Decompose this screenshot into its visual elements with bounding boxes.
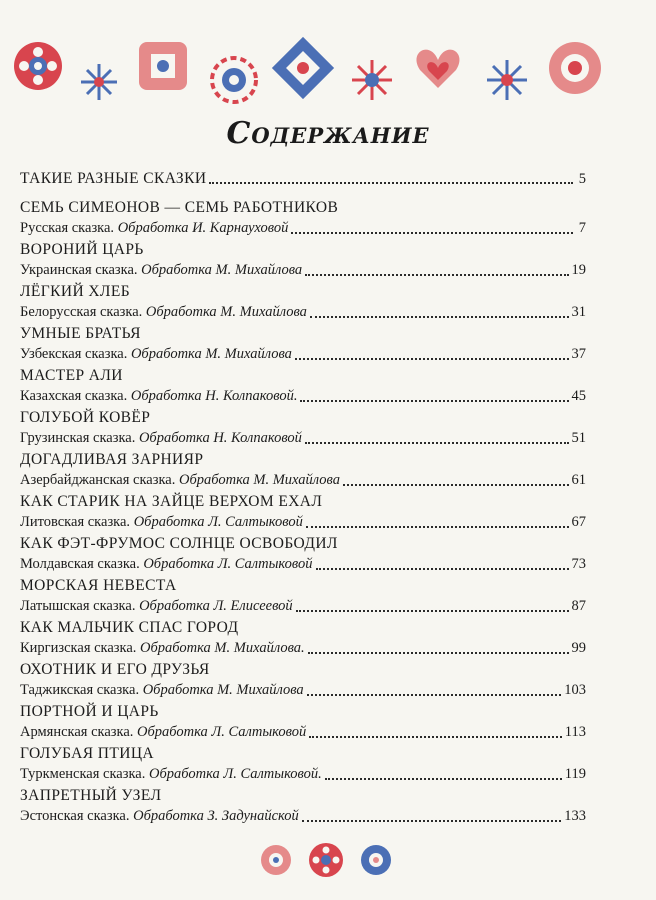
entry-origin: Эстонская сказка. [20,808,130,824]
dot-leader [305,273,568,276]
entry-adapter: Обработка М. Михайлова [130,346,292,362]
entry-title: ВОРОНИЙ ЦАРЬ [20,241,144,258]
entry-origin: Азербайджанская сказка. [20,472,176,488]
entry-origin: Русская сказка. [20,220,115,236]
toc-entry [20,365,586,407]
entry-page: 5 [578,171,586,187]
toc-entry [20,743,586,785]
entry-page: 103 [564,682,586,698]
entry-origin: Украинская сказка. [20,262,138,278]
dot-leader [343,483,569,486]
entry-adapter: Обработка З. Задунайской [133,808,299,824]
entry-adapter: Обработка Л. Салтыковой [143,556,313,572]
entry-page: 61 [571,472,586,488]
entry-adapter: Обработка Н. Колпаковой. [130,388,298,404]
entry-title: МОРСКАЯ НЕВЕСТА [20,577,177,594]
diamond-ornament-icon [272,37,334,99]
page-title: Содержание [226,116,430,151]
entry-adapter: Обработка Л. Салтыковой. [148,766,322,782]
star-ornament-icon [487,60,527,100]
entry-origin: Грузинская сказка. [20,430,136,446]
entry-title: ПОРТНОЙ И ЦАРЬ [20,703,159,720]
entry-title: КАК СТАРИК НА ЗАЙЦЕ ВЕРХОМ ЕХАЛ [20,493,323,510]
toc-entry [20,449,586,491]
flower-ornament-icon [309,843,343,877]
entry-adapter: Обработка Л. Салтыковой [133,514,303,530]
toc-entry [20,407,586,449]
flower-ornament-icon [14,42,62,90]
dot-leader [310,315,569,318]
entry-title: ТАКИЕ РАЗНЫЕ СКАЗКИ [20,170,207,187]
entry-page: 119 [564,766,586,782]
toc-entry [20,281,586,323]
entry-page: 73 [571,556,586,572]
entry-title: КАК ФЭТ-ФРУМОС СОЛНЦЕ ОСВОБОДИЛ [20,535,338,552]
entry-origin: Латышская сказка. [20,598,136,614]
curl-ornament-icon [361,845,391,875]
entry-origin: Туркменская сказка. [20,766,146,782]
entry-page: 45 [571,388,586,404]
entry-origin: Литовская сказка. [20,514,131,530]
toc-entry [20,533,586,575]
hearts-ornament-icon [416,50,459,88]
entry-adapter: Обработка М. Михайлова [178,472,340,488]
dot-leader [300,399,568,402]
dot-leader [308,651,569,654]
entry-origin: Таджикская сказка. [20,682,140,698]
toc-entry [20,168,586,197]
entry-title: ДОГАДЛИВАЯ ЗАРНИЯР [20,451,204,468]
dot-leader [316,567,569,570]
entry-title: ЛЁГКИЙ ХЛЕБ [20,283,131,300]
snowflake-ornament-icon [81,64,117,100]
entry-adapter: Обработка М. Михайлова [141,262,303,278]
entry-adapter: Обработка Л. Салтыковой [137,724,307,740]
entry-page: 7 [578,220,586,236]
starburst-ornament-icon [352,60,392,100]
entry-title: ОХОТНИК И ЕГО ДРУЗЬЯ [20,661,210,678]
entry-origin: Узбекская сказка. [20,346,128,362]
entry-adapter: Обработка М. Михайлова [145,304,307,320]
toc-entry [20,617,586,659]
entry-title: МАСТЕР АЛИ [20,367,123,384]
curl-ornament-icon [261,845,291,875]
entry-adapter: Обработка И. Карнауховой [117,220,289,236]
entry-page: 133 [564,808,586,824]
entry-origin: Молдавская сказка. [20,556,140,572]
dot-leader [291,231,573,234]
dot-leader [309,735,562,738]
sun-ornament-icon [212,58,256,102]
entry-page: 99 [571,640,586,656]
dot-leader [296,609,569,612]
dot-leader [302,819,561,822]
entry-origin: Армянская сказка. [20,724,134,740]
ornament-bottom [0,836,656,886]
entry-page: 113 [564,724,586,740]
entry-title: УМНЫЕ БРАТЬЯ [20,325,141,342]
entry-page: 37 [571,346,586,362]
toc-entry [20,659,586,701]
entry-title: ГОЛУБАЯ ПТИЦА [20,745,155,762]
dot-leader [209,181,573,184]
toc-entry [20,239,586,281]
entry-adapter: Обработка М. Михайлова [142,682,304,698]
entry-page: 87 [571,598,586,614]
dot-leader [325,777,562,780]
toc-entry [20,575,586,617]
entry-title: ЗАПРЕТНЫЙ УЗЕЛ [20,787,162,804]
toc-entry [20,491,586,533]
rose-ornament-icon [549,42,601,94]
entry-page: 51 [571,430,586,446]
entry-page: 31 [571,304,586,320]
entry-page: 19 [571,262,586,278]
entry-adapter: Обработка Л. Елисеевой [139,598,293,614]
square-ornament-icon [139,42,187,90]
entry-title: КАК МАЛЬЧИК СПАС ГОРОД [20,619,239,636]
entry-title: ГОЛУБОЙ КОВЁР [20,409,151,426]
table-of-contents [20,168,586,827]
toc-entry [20,701,586,743]
entry-origin: Казахская сказка. [20,388,128,404]
dot-leader [305,441,569,444]
toc-entry [20,197,586,239]
entry-adapter: Обработка Н. Колпаковой [138,430,302,446]
dot-leader [307,693,562,696]
toc-entry [20,785,586,827]
dot-leader [295,357,569,360]
entry-origin: Белорусская сказка. [20,304,143,320]
entry-origin: Киргизская сказка. [20,640,137,656]
ornament-top [0,18,656,108]
entry-adapter: Обработка М. Михайлова. [140,640,305,656]
entry-page: 67 [571,514,586,530]
entry-title: СЕМЬ СИМЕОНОВ — СЕМЬ РАБОТНИКОВ [20,199,339,216]
toc-entry [20,323,586,365]
dot-leader [306,525,569,528]
